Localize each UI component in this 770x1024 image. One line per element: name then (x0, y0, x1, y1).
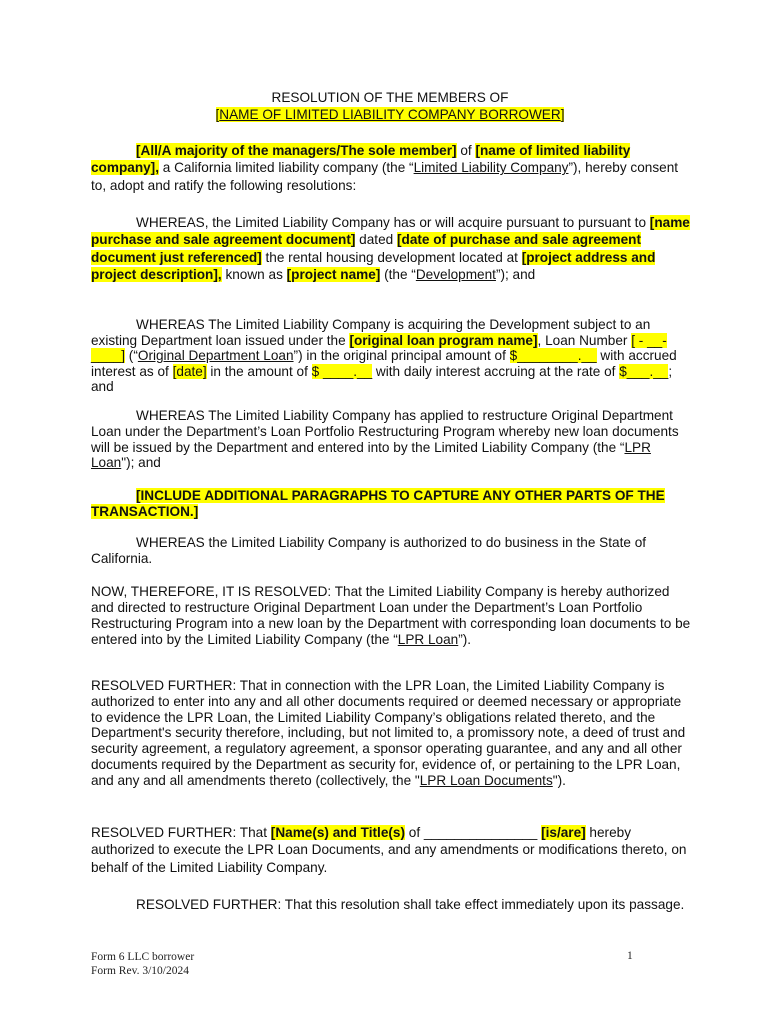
paragraph-include-additional: [INCLUDE ADDITIONAL PARAGRAPHS TO CAPTURE ANY OTHER PARTS OF THE TRANSACTION.] (91, 488, 665, 519)
title-line-2: [NAME OF LIMITED LIABILITY COMPANY BORROWER] (215, 107, 565, 122)
paragraph-resolved-effective: RESOLVED FURTHER: That this resolution shall take effect immediately upon its passage. (136, 897, 685, 912)
footer-form-revision: Form Rev. 3/10/2024 (91, 965, 189, 977)
paragraph-consent: [All/A majority of the managers/The sole member] of [name of limited liability company], a California limited liability company (the “Limited Liability Company”), hereby consent to, adopt and ratify the following resolutions: (91, 143, 679, 193)
paragraph-now-therefore: NOW, THEREFORE, IT IS RESOLVED: That the Limited Liability Company is hereby authorized and directed to restructure Original Department Loan under the Department’s Loan Portfolio Restructuring Program into a new loan by the Department with corresponding loan documents to be entered into by the Limited Liability Company (the “LPR Loan”). (91, 584, 691, 647)
paragraph-whereas-authorized: WHEREAS the Limited Liability Company is authorized to do business in the State of California. (91, 535, 647, 566)
paragraph-resolved-documents: RESOLVED FURTHER: That in connection with the LPR Loan, the Limited Liability Company is authorized to enter into any and all other documents required or deemed necessary or appropriate to evidence the LPR Loan, the Limited Liability Company’s obligations related thereto, and the Department's security therefore, including, but not limited to, a promissory note, a deed of trust and security agreement, a regulatory agreement, a sponsor operating guarantee, and any and all other documents required by the Department as security for, evidence of, or pertaining to the LPR Loan, and any and all amendments thereto (collectively, the "LPR Loan Documents"). (91, 678, 686, 788)
paragraph-whereas-existing-loan: WHEREAS The Limited Liability Company is acquiring the Development subject to an existing Department loan issued under the [original loan program name], Loan Number [ - __-____] (“Original Department Loan”) in the original principal amount of $________.__ with accrued interest as of [date] in the amount of $ ____.__ with daily interest accruing at the rate of $___.__; and (91, 317, 677, 394)
footer-form-name: Form 6 LLC borrower (91, 951, 195, 963)
paragraph-whereas-acquire: WHEREAS, the Limited Liability Company has or will acquire pursuant to pursuant to [name purchase and sale agreement document] dated [date of purchase and sale agreement document just referenced] the rental housing development located at [project address and project description], known as [project name] (the “Development”); and (91, 215, 690, 282)
title-line-1: RESOLUTION OF THE MEMBERS OF (271, 90, 509, 105)
paragraph-resolved-signatories: RESOLVED FURTHER: That [Name(s) and Title(s) of _______________ [is/are] hereby authorized to execute the LPR Loan Documents, and any amendments or modifications thereto, on behalf of the Limited Liability Company. (91, 825, 687, 875)
page-number: 1 (627, 950, 633, 962)
paragraph-whereas-restructure: WHEREAS The Limited Liability Company has applied to restructure Original Department Loan under the Department’s Loan Portfolio Restructuring Program whereby new loan documents will be issued by the Department and entered into by the Limited Liability Company (the “LPR Loan"); and (91, 408, 679, 471)
company-name-placeholder: NAME OF LIMITED LIABILITY COMPANY BORROWER (219, 107, 561, 122)
